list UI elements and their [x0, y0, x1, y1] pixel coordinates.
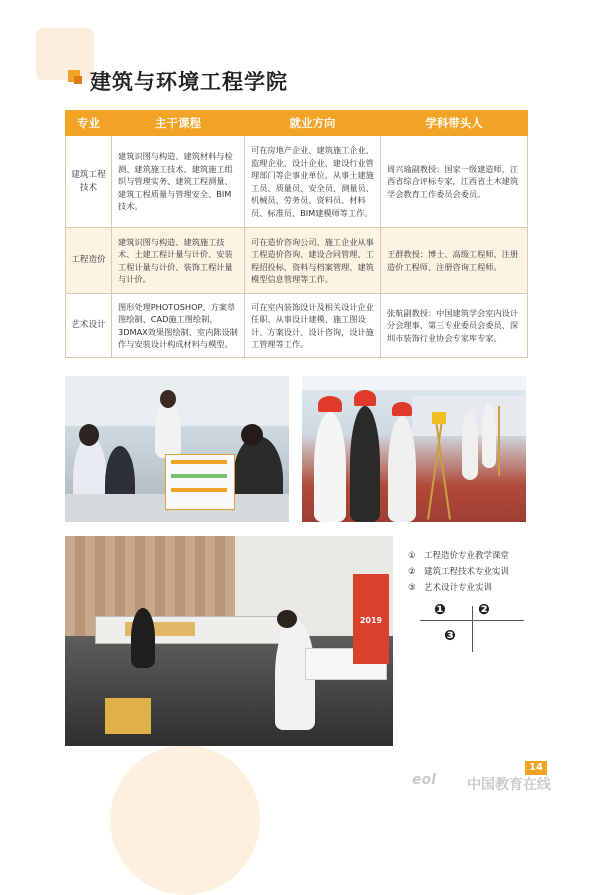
header-leader: 学科带头人	[381, 111, 528, 136]
table-row	[66, 294, 528, 358]
caption-item	[408, 580, 509, 596]
header-jobs: 就业方向	[245, 111, 381, 136]
major-jobs: 可在室内装饰设计及相关设计企业任职、从事设计建模、施工图设计、方案设计、设计咨询，设计施工管理等工作。	[245, 294, 381, 358]
photo-art-workshop	[65, 536, 393, 746]
header-major: 专业	[66, 111, 112, 136]
major-name: 建筑工程技术	[66, 136, 112, 228]
photo-layout-key	[420, 602, 524, 652]
major-courses: 建筑识图与构造、建筑施工技术、土建工程计量与计价、安装工程计量与计价、装饰工程计量与计价。	[112, 228, 245, 294]
key-number-2: ❷	[478, 602, 490, 618]
caption-number: ②	[408, 567, 416, 577]
eol-logo-icon: eol	[412, 772, 436, 788]
decorative-circle	[110, 745, 260, 895]
table-row	[66, 228, 528, 294]
exhibition-poster	[353, 574, 389, 664]
caption-text: 工程造价专业教学课堂	[424, 551, 510, 561]
major-name: 艺术设计	[66, 294, 112, 358]
photo-classroom	[65, 376, 289, 522]
table-header-row	[66, 111, 528, 136]
poster-year: 2019	[359, 616, 383, 625]
page-title: 建筑与环境工程学院	[90, 70, 288, 94]
major-leader: 张航副教授：中国建筑学会室内设计分会理事、第三专业委员会委员、深圳市装饰行业协会专家库专家。	[381, 294, 528, 358]
major-leader: 王群教授：博士、高级工程师、注册造价工程师、注册咨询工程师。	[381, 228, 528, 294]
caption-number: ①	[408, 551, 416, 561]
key-number-3: ❸	[444, 628, 456, 644]
major-jobs: 可在房地产企业、建筑施工企业、监理企业、设计企业、建设行业管理部门等企事业单位，从事土建施工员、质量员、安全员、测量员、机械员、劳务员、资料员、材料员、标准员、BIM建模师等工作。	[245, 136, 381, 228]
photo-captions	[408, 548, 509, 596]
majors-table	[65, 110, 528, 358]
caption-item	[408, 564, 509, 580]
major-jobs: 可在造价咨询公司、施工企业从事工程造价咨询、建设合同管理、工程招投标、资料与档案管理、建筑模型信息管理等工作。	[245, 228, 381, 294]
logo-text: 中国教育在线	[467, 777, 551, 793]
caption-item	[408, 548, 509, 564]
photo-surveying	[302, 376, 526, 522]
major-leader: 周兴瑜副教授：国家一级建造师，江西省综合评标专家，江西省土木建筑学会教育工作委员会委员。	[381, 136, 528, 228]
table-row	[66, 136, 528, 228]
major-courses: 建筑识图与构造、建筑材料与检测、建筑施工技术、建筑施工组织与管理实务、建筑工程测量、建筑工程质量与管理安全、BIM技术。	[112, 136, 245, 228]
page-number: 14	[525, 761, 547, 775]
caption-number: ③	[408, 583, 416, 593]
header-courses: 主干课程	[112, 111, 245, 136]
caption-text: 建筑工程技术专业实训	[424, 567, 510, 577]
decorative-blob	[36, 28, 94, 80]
major-name: 工程造价	[66, 228, 112, 294]
title-square-accent-icon	[74, 76, 82, 84]
key-number-1: ❶	[434, 602, 446, 618]
caption-text: 艺术设计专业实训	[424, 583, 493, 593]
major-courses: 图形处理PHOTOSHOP、方案草图绘制、CAD施工图绘制、3DMAX效果图绘制、室内陈设制作与安装设计构成材料与模型。	[112, 294, 245, 358]
